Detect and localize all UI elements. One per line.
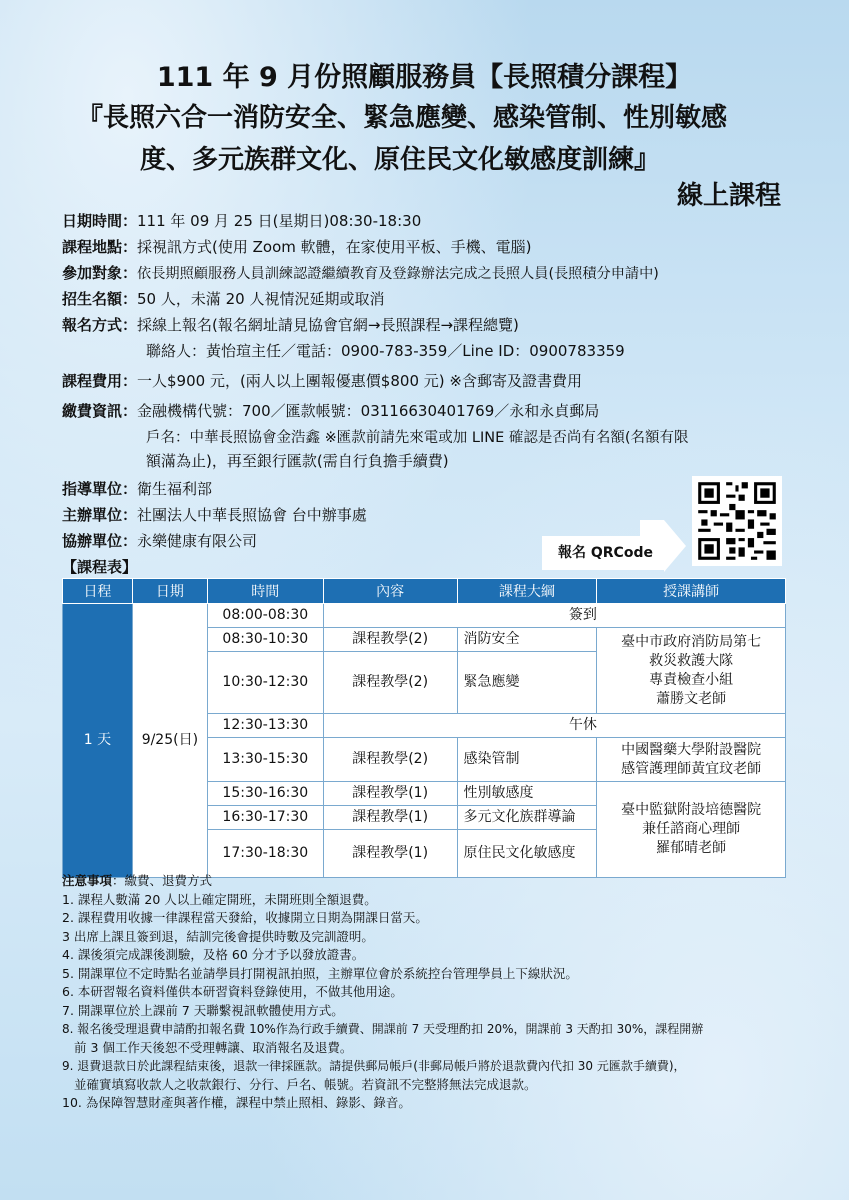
list-item: 2. 課程費用收據一律課程當天發給，收據開立日期為開課日當天。 [62,910,428,925]
co-row [62,530,257,551]
header-date: 日期 [132,579,207,604]
schedule-caption: 【課程表】 [62,558,138,576]
signup-label: 報名方式： [62,316,138,334]
title-line-4: 線上課程 [676,181,781,211]
content-cell: 課程教學(2) [323,652,457,714]
qr-callout-bridge [640,520,664,536]
notes-heading-row [62,872,802,891]
guide-value: 衛生福利部 [137,480,213,498]
content-cell: 課程教學(1) [323,782,457,806]
pay-value-2: 戶名：中華長照協會金浩鑫 ※匯款前請先來電或加 LINE 確認是否尚有名額(名額有限 [146,430,689,446]
notes-section [62,872,802,1113]
time-cell: 15:30-16:30 [207,782,323,806]
host-label: 主辦單位： [62,506,138,524]
header-day: 日程 [63,579,133,604]
list-item: 4. 課後須完成課後測驗，及格 60 分才予以發放證書。 [62,947,365,962]
lunch-cell: 午休 [323,714,785,738]
topic-cell: 原住民文化敏感度 [457,830,597,878]
header-topic: 課程大綱 [457,579,597,604]
list-item: 1. 課程人數滿 20 人以上確定開班，未開班則全額退費。 [62,891,377,907]
date-label: 日期時間： [62,212,138,230]
list-item: 3 出席上課且簽到退，結訓完後會提供時數及完訓證明。 [62,928,374,944]
qr-callout-arrow [664,520,686,572]
target-row [62,262,659,283]
title-line-1: 111 年 9 月份照顧服務員【長照積分課程】 [156,62,693,93]
teacher-cell-2 [597,738,786,782]
qr-code-icon [692,476,782,566]
quota-label: 招生名額： [62,290,138,308]
list-item: 8. 報名後受理退費申請酌扣報名費 10%作為行政手續費、開課前 7 天受理酌扣 20%，開課前 3 天酌扣 30%，課程開辦 [62,1022,704,1036]
teacher-3-line: 羅郁晴老師 [656,840,727,856]
schedule-header-row [63,579,786,604]
quota-row [62,288,385,309]
signup-row [62,314,519,335]
header-content: 內容 [323,579,457,604]
place-value: 採視訊方式(使用 Zoom 軟體，在家使用平板、手機、電腦) [137,238,532,256]
target-value: 依長期照顧服務人員訓練認證繼續教育及登錄辦法完成之長照人員(長照積分申請中) [137,266,659,282]
title-line-3: 度、多元族群文化、原住民文化敏感度訓練』 [140,145,661,175]
list-item: 9. 退費退款日於此課程結束後，退款一律採匯款。請提供郵局帳戶(非郵局帳戶將於退款費內代扣 30 元匯款手續費)， [62,1059,686,1073]
list-item: 6. 本研習報名資料僅供本研習資料登錄使用，不做其他用途。 [62,984,403,999]
teacher-1-line: 蕭勝文老師 [656,690,727,707]
co-value: 永樂健康有限公司 [137,532,258,550]
host-row [62,504,367,525]
teacher-2-line: 感管護理師黃宜玟老師 [621,760,762,777]
host-value: 社團法人中華長照協會 台中辦事處 [137,506,367,524]
co-label: 協辦單位： [62,532,138,550]
time-cell: 10:30-12:30 [207,652,323,714]
list-item: 並確實填寫收款人之收款銀行、分行、戶名、帳號。若資訊不完整將無法完成退款。 [74,1076,537,1092]
fee-value: 一人$900 元，(兩人以上團報優惠價$800 元) ※含郵寄及證書費用 [137,372,582,390]
fee-row [62,370,582,391]
time-cell: 16:30-17:30 [207,806,323,830]
content-cell: 課程教學(2) [323,738,457,782]
teacher-1-line: 專責檢查小組 [649,671,734,688]
list-item: 5. 開課單位不定時點名並請學員打開視訊拍照，主辦單位會於系統控台管理學員上下線狀況。 [62,965,578,981]
guide-label: 指導單位： [62,480,138,498]
schedule-table [62,578,786,878]
time-cell: 13:30-15:30 [207,738,323,782]
pay-row [62,400,599,421]
place-label: 課程地點： [62,238,138,256]
content-cell: 課程教學(1) [323,806,457,830]
teacher-1-line: 救災救護大隊 [649,652,734,669]
time-cell: 17:30-18:30 [207,830,323,878]
date-row [62,210,421,231]
target-label: 參加對象： [62,264,138,282]
topic-cell: 緊急應變 [457,652,597,714]
notes-heading-sub: ：繳費、退費方式 [112,873,213,888]
list-item: 7. 開課單位於上課前 7 天聯繫視訊軟體使用方式。 [62,1002,344,1018]
qr-code[interactable] [692,476,782,566]
topic-cell: 感染管制 [457,738,597,782]
teacher-1-line: 臺中市政府消防局第七 [621,633,762,650]
header-teacher: 授課講師 [597,579,786,604]
time-cell: 12:30-13:30 [207,714,323,738]
list-item: 前 3 個工作天後恕不受理轉讓、取消報名及退費。 [74,1039,353,1055]
checkin-cell: 簽到 [323,604,785,628]
pay-value-1: 金融機構代號：700／匯款帳號：03116630401769／永和永貞郵局 [137,402,600,420]
teacher-3-line: 臺中監獄附設培德醫院 [621,802,762,818]
table-row [63,604,786,628]
content-cell: 課程教學(1) [323,830,457,878]
signup-value: 採線上報名(報名網址請見協會官網→長照課程→課程總覽) [137,316,519,334]
teacher-cell-1 [597,628,786,714]
notes-heading: 注意事項 [62,873,113,888]
pay-value-3: 額滿為止)，再至銀行匯款(需自行負擔手續費) [146,452,449,470]
topic-cell: 消防安全 [457,628,597,652]
qr-label: 報名 QRCode [542,536,664,570]
topic-cell: 多元文化族群導論 [457,806,597,830]
day-cell: 1 天 [63,604,133,878]
topic-cell: 性別敏感度 [457,782,597,806]
time-cell: 08:00-08:30 [207,604,323,628]
place-row [62,236,532,257]
header-time: 時間 [207,579,323,604]
teacher-2-line: 中國醫藥大學附設醫院 [621,741,762,758]
quota-value: 50 人，未滿 20 人視情況延期或取消 [137,290,385,308]
time-cell: 08:30-10:30 [207,628,323,652]
pay-label: 繳費資訊： [62,402,138,420]
date-cell: 9/25(日) [132,604,207,878]
guide-row [62,478,212,499]
content-cell: 課程教學(2) [323,628,457,652]
contact-row: 聯絡人：黃怡瑄主任／電話：0900-783-359／Line ID：0900783359 [146,342,625,360]
fee-label: 課程費用： [62,372,138,390]
list-item: 10. 為保障智慧財產與著作權，課程中禁止照相、錄影、錄音。 [62,1095,411,1110]
teacher-3-line: 兼任諮商心理師 [642,821,741,837]
title-line-2: 『長照六合一消防安全、緊急應變、感染管制、性別敏感 [77,103,728,133]
date-value: 111 年 09 月 25 日(星期日)08:30-18:30 [137,212,422,230]
teacher-cell-3 [597,782,786,878]
